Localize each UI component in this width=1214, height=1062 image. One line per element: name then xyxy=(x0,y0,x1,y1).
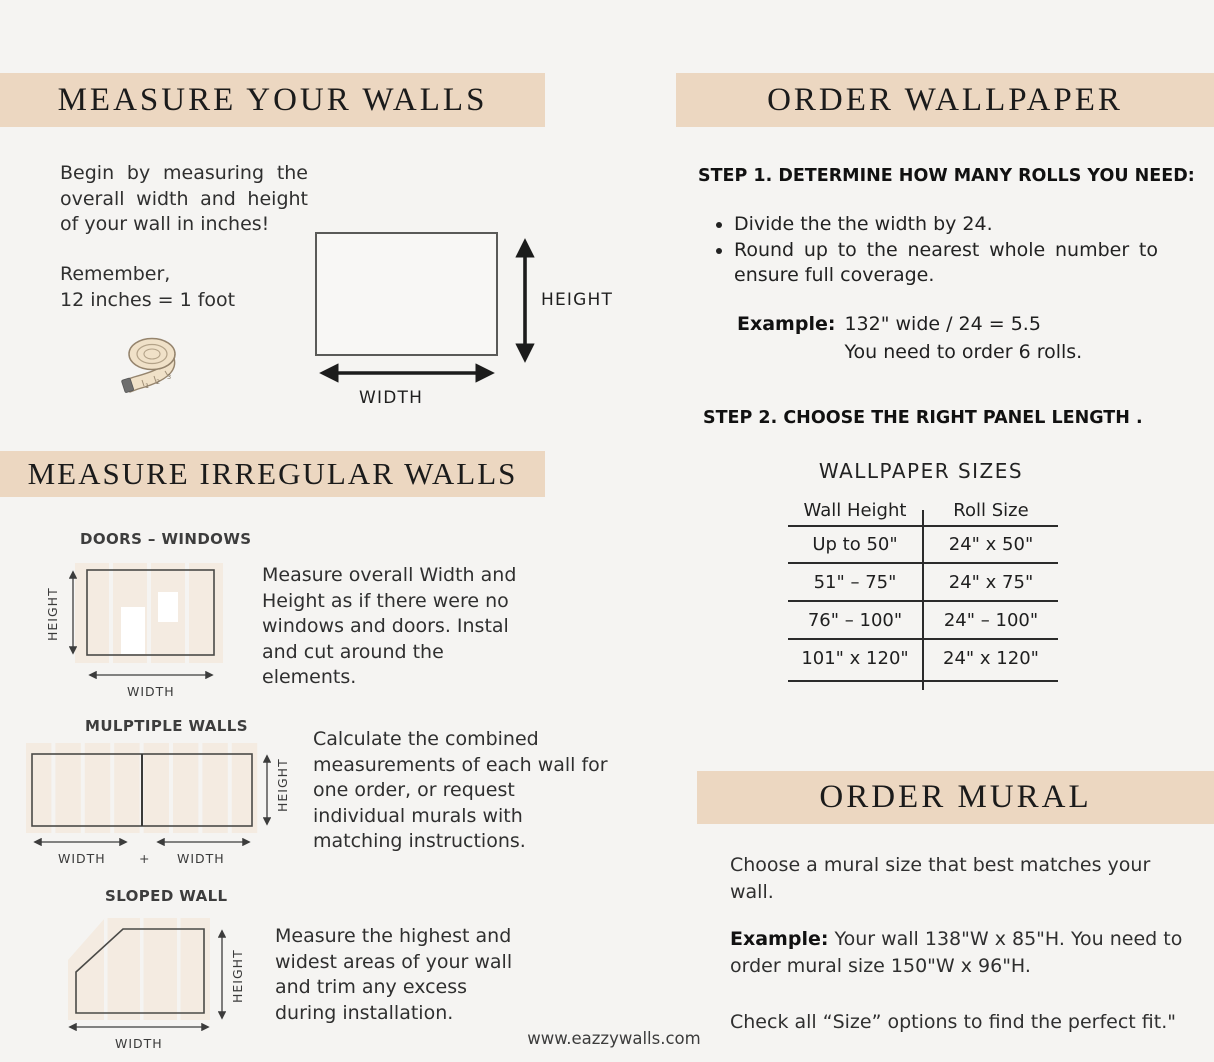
col-header-wall-height: Wall Height xyxy=(803,500,907,521)
example-line2: order mural size 150"W x 96"H. xyxy=(730,955,1031,977)
width-right-label: WIDTH xyxy=(177,851,225,866)
width-arrow-label: WIDTH xyxy=(359,388,424,408)
wall-panels xyxy=(68,918,210,1020)
table-row-cell: 76" – 100" xyxy=(807,610,903,631)
wallpaper-sizes-table xyxy=(788,498,1058,694)
website-url: www.eazzywalls.com xyxy=(527,1029,701,1048)
example-line1: 132" wide / 24 = 5.5 xyxy=(844,313,1041,335)
col-header-roll-size: Roll Size xyxy=(953,500,1029,521)
step1-heading: STEP 1. DETERMINE HOW MANY ROLLS YOU NEED: xyxy=(698,166,1195,186)
table-row-cell: 24" – 100" xyxy=(943,610,1039,631)
mural-example xyxy=(730,926,1190,980)
width-left-label: WIDTH xyxy=(58,851,106,866)
width-label: WIDTH xyxy=(127,684,175,699)
table-row-cell: 24" x 50" xyxy=(948,534,1034,555)
multiple-walls-label: MULPTIPLE WALLS xyxy=(85,717,248,735)
step2-heading: STEP 2. CHOOSE THE RIGHT PANEL LENGTH . xyxy=(703,408,1143,428)
example-label: Example: xyxy=(730,928,829,950)
wall-panels xyxy=(75,563,223,663)
doors-windows-label: DOORS – WINDOWS xyxy=(80,530,252,548)
multiple-walls-text: Calculate the combined measurements of each wall for one order, or request individual murals with matching instructions. xyxy=(313,728,608,852)
order-wallpaper-banner xyxy=(676,73,1214,127)
mural-check-text: Check all “Size” options to find the perfect fit." xyxy=(730,1011,1176,1033)
wallpaper-sizes-title: WALLPAPER SIZES xyxy=(818,459,1024,483)
height-arrow-label: HEIGHT xyxy=(541,290,614,310)
measure-walls-intro: Begin by measuring the overall width and height of your wall in inches! xyxy=(60,162,308,235)
example-label: Example: xyxy=(737,313,836,335)
step1-bullets xyxy=(712,212,1158,289)
remember-note xyxy=(60,262,235,313)
measure-walls-banner xyxy=(0,73,545,127)
irregular-walls-banner xyxy=(0,451,545,497)
example-content xyxy=(844,313,1082,363)
table-row-cell: 24" x 75" xyxy=(948,572,1034,593)
width-label: WIDTH xyxy=(115,1036,163,1051)
sloped-wall-diagram xyxy=(30,905,280,1057)
door-cutout xyxy=(121,607,145,654)
height-label: HEIGHT xyxy=(230,949,245,1003)
table-divider xyxy=(922,510,924,690)
example-line2: You need to order 6 rolls. xyxy=(844,341,1083,363)
remember-line2: 12 inches = 1 foot xyxy=(60,288,236,311)
table-row-cell: 24" x 120" xyxy=(943,648,1039,669)
bullet-round-up: • Round up to the nearest whole number to ensure full coverage. xyxy=(734,238,1158,289)
mural-intro-text: Choose a mural size that best matches your wall. xyxy=(730,854,1151,903)
svg-text:3: 3 xyxy=(167,373,172,381)
sloped-wall-text: Measure the highest and widest areas of your wall and trim any excess during installation. xyxy=(275,925,513,1024)
height-label: HEIGHT xyxy=(275,758,290,812)
measure-walls-title: MEASURE YOUR WALLS xyxy=(57,81,488,118)
svg-text:1: 1 xyxy=(145,382,150,390)
multiple-walls-diagram xyxy=(15,740,320,872)
table-row-cell: 101" x 120" xyxy=(801,648,909,669)
window-cutout xyxy=(158,592,178,622)
plus-label: + xyxy=(139,851,151,866)
tape-measure-icon xyxy=(112,328,200,404)
irregular-walls-title: MEASURE IRREGULAR WALLS xyxy=(27,456,518,491)
sloped-wall-label: SLOPED WALL xyxy=(105,887,228,905)
height-label: HEIGHT xyxy=(45,587,60,641)
order-wallpaper-title: ORDER WALLPAPER xyxy=(767,81,1123,118)
svg-text:2: 2 xyxy=(156,378,161,386)
remember-line1: Remember, xyxy=(60,263,171,285)
wallpaper-example xyxy=(737,313,1082,363)
example-line1: Your wall 138"W x 85"H. You need to xyxy=(834,928,1183,950)
table-row-cell: Up to 50" xyxy=(812,534,898,555)
table-row-cell: 51" – 75" xyxy=(813,572,897,593)
order-mural-banner xyxy=(697,771,1214,824)
bullet-divide: • Divide the the width by 24. xyxy=(734,212,1158,238)
wall-diagram xyxy=(303,225,623,417)
order-mural-title: ORDER MURAL xyxy=(819,779,1092,815)
doors-windows-diagram xyxy=(40,555,255,705)
doors-windows-text: Measure overall Width and Height as if there were no windows and doors. Instal and cut around the elements. xyxy=(262,564,517,688)
